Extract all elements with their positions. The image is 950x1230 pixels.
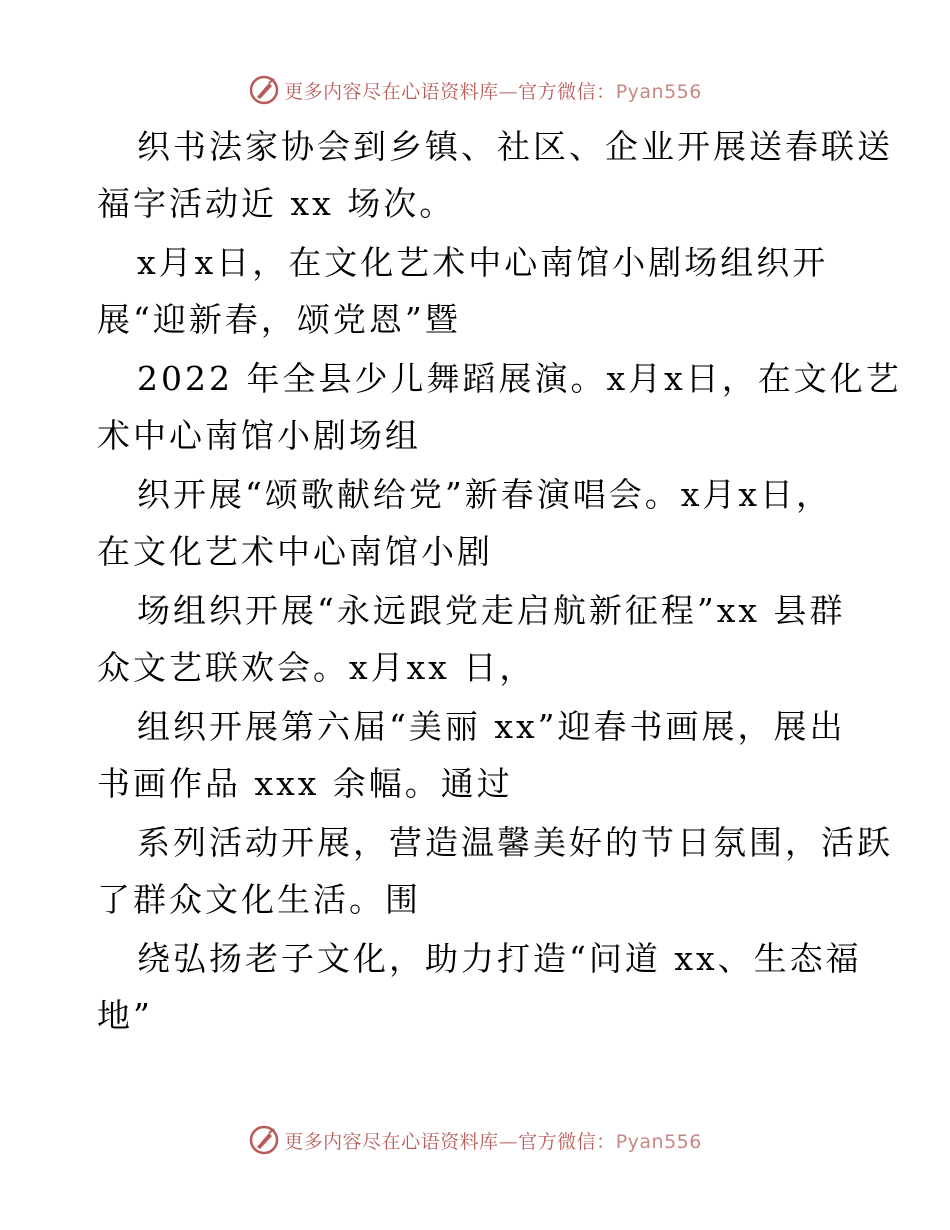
header-watermark bbox=[0, 70, 950, 110]
text-line: 组织开展第六届“美丽 xx”迎春书画展，展出 bbox=[137, 707, 846, 746]
quill-logo-icon bbox=[248, 74, 280, 106]
text-line: x月x日，在文化艺术中心南馆小剧场组织开 bbox=[137, 243, 829, 282]
text-line: 织开展“颂歌献给党”新春演唱会。x月x日， bbox=[137, 475, 832, 514]
text-line: 织书法家协会到乡镇、社区、企业开展送春联送 bbox=[137, 127, 893, 166]
text-line: 术中心南馆小剧场组 bbox=[97, 416, 421, 455]
text-line: 场组织开展“永远跟党走启航新征程”xx 县群 bbox=[137, 591, 846, 630]
text-line: 了群众文化生活。围 bbox=[97, 880, 421, 919]
text-line: 系列活动开展，营造温馨美好的节日氛围，活跃 bbox=[137, 823, 893, 862]
text-line: 在文化艺术中心南馆小剧 bbox=[97, 532, 493, 571]
text-line: 2022 年全县少儿舞蹈展演。x月x日，在文化艺 bbox=[137, 359, 902, 398]
text-line: 福字活动近 xx 场次。 bbox=[97, 184, 456, 223]
text-line: 众文艺联欢会。x月xx 日， bbox=[97, 648, 536, 687]
quill-logo-icon bbox=[248, 1124, 280, 1156]
footer-watermark bbox=[0, 1120, 950, 1160]
text-line: 绕弘扬老子文化，助力打造“问道 xx、生态福 bbox=[137, 939, 862, 978]
text-line: 展“迎新春，颂党恩”暨 bbox=[97, 300, 461, 339]
watermark-text: 更多内容尽在心语资料库—官方微信：Pyan556 bbox=[284, 80, 702, 103]
text-line: 书画作品 xxx 余幅。通过 bbox=[97, 764, 513, 803]
watermark-text: 更多内容尽在心语资料库—官方微信：Pyan556 bbox=[284, 1130, 702, 1153]
text-line: 地” bbox=[97, 996, 153, 1035]
